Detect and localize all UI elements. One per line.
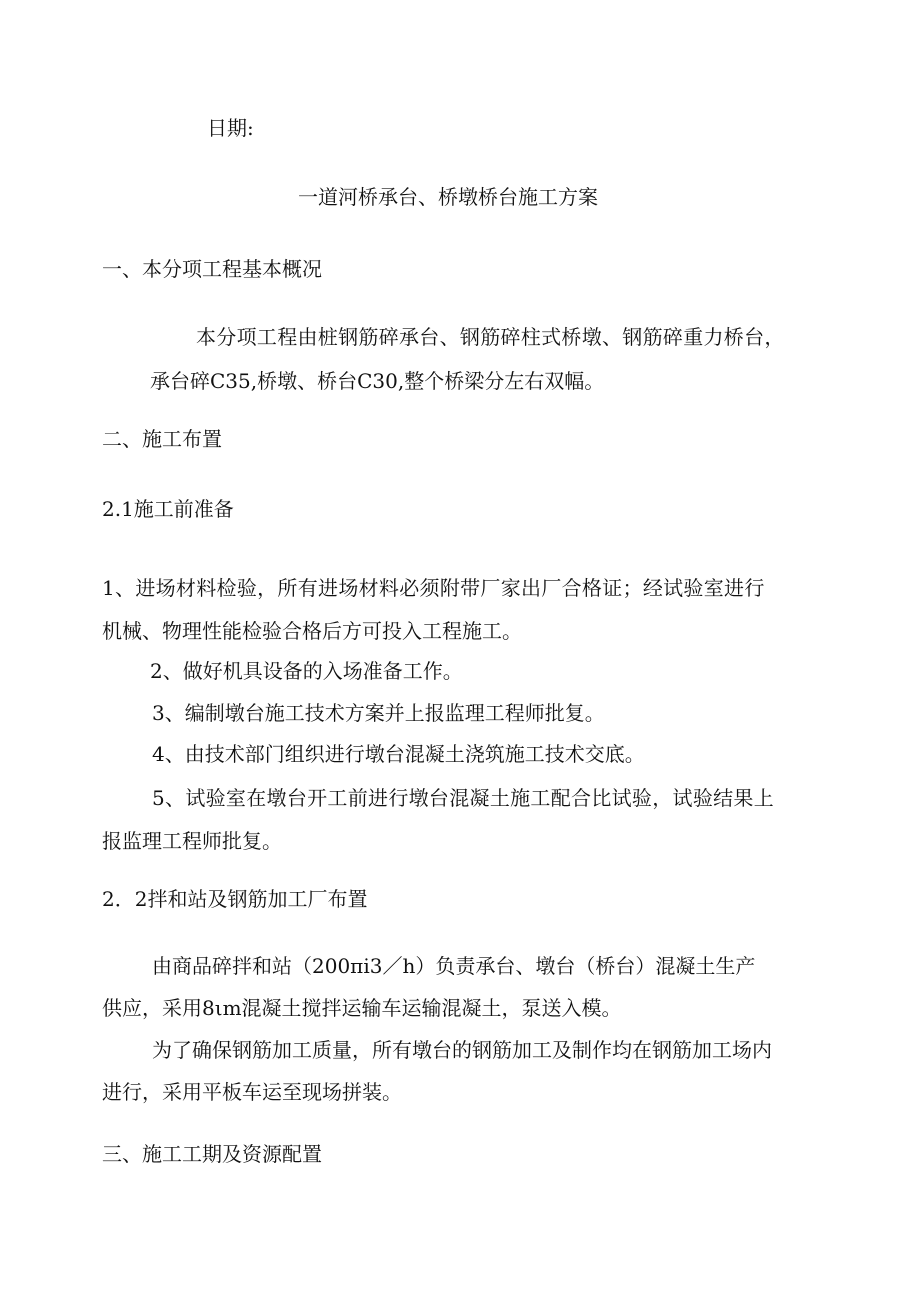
paragraph-line: 由商品碎拌和站（200πi3／h）负责承台、墩台（桥台）混凝土生产 xyxy=(152,954,756,978)
date-label: 日期: xyxy=(207,116,254,140)
paragraph-line: 进行，采用平板车运至现场拼装。 xyxy=(102,1080,402,1104)
paragraph-line: 机械、物理性能检验合格后方可投入工程施工。 xyxy=(102,619,522,643)
subsection-heading-mixing-plant: 2．2拌和站及钢筋加工厂布置 xyxy=(102,887,368,911)
section-heading-overview: 一、本分项工程基本概况 xyxy=(102,257,322,281)
paragraph-line: 1、进场材料检验，所有进场材料必须附带厂家出厂合格证；经试验室进行 xyxy=(102,576,765,600)
section-heading-layout: 二、施工布置 xyxy=(102,427,222,451)
paragraph-line: 承台碎C35,桥墩、桥台C30,整个桥梁分左右双幅。 xyxy=(150,369,605,393)
section-heading-schedule: 三、施工工期及资源配置 xyxy=(102,1142,322,1166)
paragraph-line: 供应，采用8ιm混凝土搅拌运输车运输混凝土，泵送入模。 xyxy=(102,996,622,1020)
paragraph-line: 为了确保钢筋加工质量，所有墩台的钢筋加工及制作均在钢筋加工场内 xyxy=(152,1038,772,1062)
paragraph-line: 本分项工程由桩钢筋碎承台、钢筋碎柱式桥墩、钢筋碎重力桥台， xyxy=(196,325,785,349)
paragraph-line: 报监理工程师批复。 xyxy=(102,829,282,853)
list-item: 5、试验室在墩台开工前进行墩台混凝土施工配合比试验，试验结果上 xyxy=(152,786,775,810)
list-item: 2、做好机具设备的入场准备工作。 xyxy=(150,659,463,683)
subsection-heading-preparation: 2.1施工前准备 xyxy=(102,497,234,521)
list-item: 3、编制墩台施工技术方案并上报监理工程师批复。 xyxy=(152,701,605,725)
list-item: 4、由技术部门组织进行墩台混凝土浇筑施工技术交底。 xyxy=(152,742,645,766)
document-title: 一道河桥承台、桥墩桥台施工方案 xyxy=(298,185,598,209)
